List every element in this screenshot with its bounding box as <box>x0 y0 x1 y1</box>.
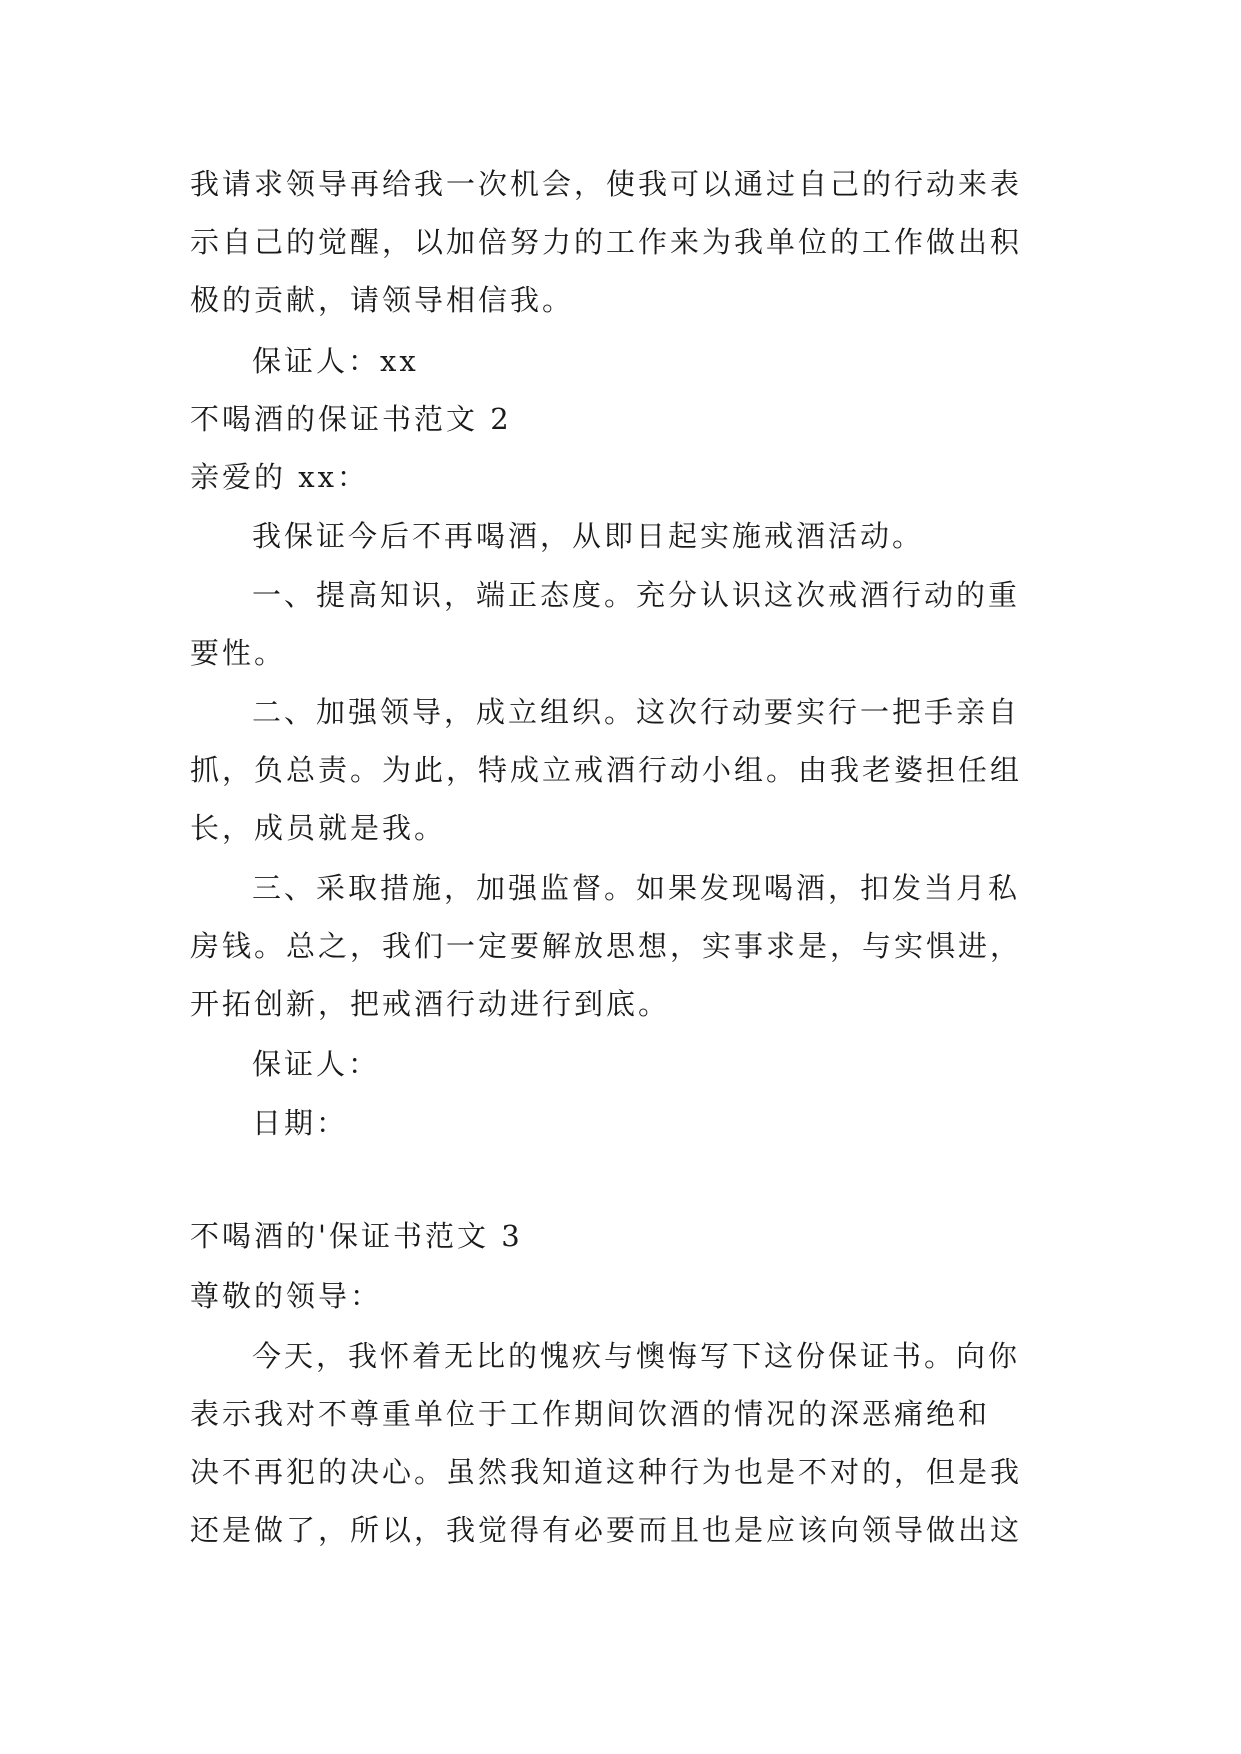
body-line: 开拓创新，把戒酒行动进行到底。 <box>190 987 671 1021</box>
body-line: 房钱。总之，我们一定要解放思想，实事求是，与实惧进， <box>190 929 1023 963</box>
body-line: 还是做了，所以，我觉得有必要而且也是应该向领导做出这 <box>190 1513 1023 1547</box>
body-line: 我请求领导再给我一次机会，使我可以通过自己的行动来表 <box>190 167 1023 201</box>
body-line: 抓，负总责。为此，特成立戒酒行动小组。由我老婆担任组 <box>190 753 1023 787</box>
salutation: 尊敬的领导： <box>190 1279 383 1313</box>
body-line: 二、加强领导，成立组织。这次行动要实行一把手亲自 <box>252 695 1021 729</box>
body-line: 我保证今后不再喝酒，从即日起实施戒酒活动。 <box>252 519 925 553</box>
body-line: 一、提高知识，端正态度。充分认识这次戒酒行动的重 <box>252 578 1021 612</box>
body-line: 今天，我怀着无比的愧疚与懊悔写下这份保证书。向你 <box>252 1339 1021 1373</box>
signature-line: 保证人：xx <box>252 344 419 378</box>
signature-line: 保证人： <box>252 1047 381 1081</box>
body-line: 决不再犯的决心。虽然我知道这种行为也是不对的，但是我 <box>190 1455 1023 1489</box>
body-line: 要性。 <box>190 636 287 670</box>
body-line: 表示我对不尊重单位于工作期间饮酒的情况的深恶痛绝和 <box>190 1397 991 1431</box>
body-line: 极的贡献，请领导相信我。 <box>190 283 575 317</box>
section-title: 不喝酒的保证书范文 2 <box>190 402 512 436</box>
salutation: 亲爱的 xx： <box>190 460 369 494</box>
body-line: 示自己的觉醒，以加倍努力的工作来为我单位的工作做出积 <box>190 225 1023 259</box>
body-line: 长，成员就是我。 <box>190 811 447 845</box>
section-title: 不喝酒的'保证书范文 3 <box>190 1219 523 1253</box>
date-line: 日期： <box>252 1106 349 1140</box>
body-line: 三、采取措施，加强监督。如果发现喝酒，扣发当月私 <box>252 871 1021 905</box>
